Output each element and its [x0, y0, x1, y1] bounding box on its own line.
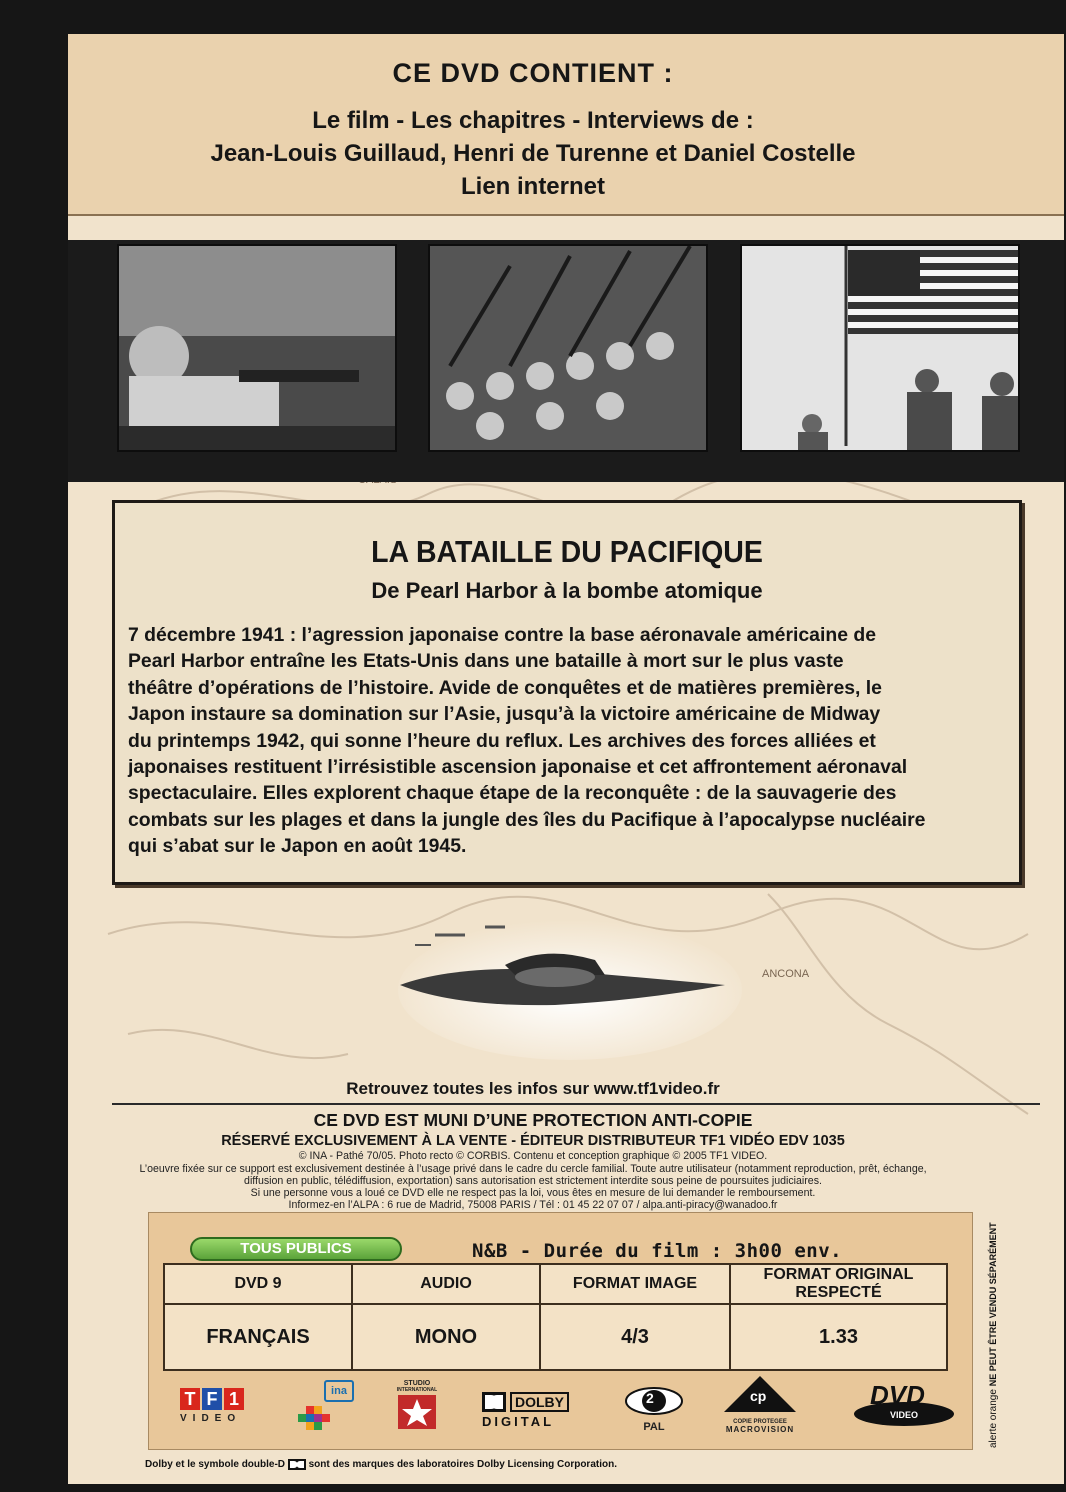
synopsis-line: du printemps 1942, qui sonne l’heure du reflux. Les archives des forces alliées et	[128, 729, 876, 752]
marching-soldiers-image	[430, 246, 706, 450]
spec-header: FORMAT IMAGE	[540, 1264, 730, 1304]
double-d-icon	[288, 1459, 306, 1470]
synopsis-line: combats sur les plages et dans la jungle des îles du Pacifique à l’apocalypse nucléaire	[128, 808, 926, 831]
synopsis-line: théâtre d’opérations de l’histoire. Avide de conquêtes et de matières premières, le	[128, 676, 882, 699]
dolby-digital-logo	[482, 1392, 588, 1434]
synopsis-line: Pearl Harbor entraîne les Etats-Unis dans une bataille à mort sur le plus vaste	[128, 650, 844, 673]
dvd-label: DVD	[870, 1380, 925, 1410]
spec-table	[163, 1263, 948, 1371]
film-title: LA BATAILLE DU PACIFIQUE	[371, 534, 763, 569]
digital-label: DIGITAL	[482, 1414, 555, 1429]
star-icon	[392, 1393, 442, 1431]
contents-title: CE DVD CONTIENT :	[392, 58, 674, 88]
tf1-video-logo	[180, 1388, 250, 1432]
footer-part2: sont des marques des laboratoires Dolby Licensing Corporation.	[308, 1459, 617, 1471]
copy-protection-logo	[720, 1374, 800, 1438]
tf1-letter: F	[202, 1388, 222, 1410]
synopsis-text	[128, 622, 1008, 860]
bomber-plane-image	[395, 905, 745, 1065]
footer-part1: Dolby et le symbole double-D	[145, 1459, 286, 1471]
vertical-notice-part1: alerte orange	[988, 1389, 999, 1448]
flag-raising-image	[742, 246, 1018, 450]
studio-international-logo	[392, 1380, 442, 1432]
duration-label: N&B - Durée du film : 3h00 env.	[472, 1240, 843, 1262]
vertical-notice-part2: NE PEUT ÊTRE VENDU SÉPARÉMENT	[988, 1222, 998, 1387]
spec-value: 1.33	[730, 1304, 947, 1370]
divider	[112, 1103, 1040, 1105]
rating-badge: TOUS PUBLICS	[190, 1237, 402, 1261]
spec-value: FRANÇAIS	[164, 1304, 352, 1370]
video-label: VIDEO	[890, 1410, 919, 1420]
dolby-trademark-note	[145, 1459, 617, 1470]
dolby-label: DOLBY	[510, 1392, 569, 1412]
tf1-video-label: VIDEO	[180, 1413, 242, 1424]
pal-label: PAL	[643, 1421, 665, 1433]
double-d-icon	[482, 1392, 506, 1412]
website-line: Retrouvez toutes les infos sur www.tf1video.fr	[346, 1079, 720, 1098]
ina-pixel-icon	[298, 1380, 358, 1432]
contents-line-2: Jean-Louis Guillaud, Henri de Turenne et Daniel Costelle	[210, 140, 856, 167]
still-photo-marching-soldiers	[428, 244, 708, 452]
legal-line: © INA - Pathé 70/05. Photo recto © CORBIS. Contenu et conception graphique © 2005 TF1 VIDEO.	[298, 1150, 768, 1162]
macrovision-label: MACROVISION	[725, 1425, 795, 1434]
vertical-notice	[988, 1222, 999, 1448]
legal-line: Informez-en l’ALPA : 6 rue de Madrid, 75008 PARIS / Tél : 01 45 22 07 07 / alpa.anti-piracy@wanadoo.fr	[288, 1199, 778, 1211]
synopsis-line: 7 décembre 1941 : l’agression japonaise contre la base aéronavale américaine de	[128, 624, 876, 646]
still-photo-flag-raising	[740, 244, 1020, 452]
soldier-firing-image	[119, 246, 395, 450]
legal-line: Si une personne vous a loué ce DVD elle ne respect pas la loi, vous êtes en mesure de lui demander le remboursement.	[250, 1187, 816, 1199]
synopsis-line: Japon instaure sa domination sur l’Asie, jusqu’à la victoire américaine de Midway	[128, 703, 881, 726]
dvd-video-logo	[852, 1380, 956, 1428]
legal-line: diffusion en public, télédiffusion, exportation) sans autorisation est strictement interdite sous peine de poursuites judiciaires.	[244, 1175, 822, 1187]
ina-label: ina	[324, 1380, 354, 1402]
region-number: 2	[646, 1390, 654, 1406]
synopsis-line: qui s’abat sur le Japon en août 1945.	[128, 835, 467, 858]
contents-line-1: Le film - Les chapitres - Interviews de :	[312, 107, 754, 134]
anti-copy-notice: CE DVD EST MUNI D’UNE PROTECTION ANTI-COPIE	[313, 1110, 753, 1130]
spec-value: MONO	[352, 1304, 540, 1370]
film-subtitle: De Pearl Harbor à la bombe atomique	[371, 578, 763, 603]
studio-sub-label: INTERNATIONAL	[396, 1387, 438, 1393]
spec-header: AUDIO	[352, 1264, 540, 1304]
tf1-letter: T	[180, 1388, 200, 1410]
cp-label: cp	[750, 1388, 767, 1404]
distributor-notice: RÉSERVÉ EXCLUSIVEMENT À LA VENTE - ÉDITEUR DISTRIBUTEUR TF1 VIDÉO EDV 1035	[221, 1133, 845, 1149]
contents-line-3: Lien internet	[460, 173, 605, 200]
synopsis-line: japonaises restituent l’irrésistible ascension japonaise et cet affrontement aéronaval	[128, 756, 908, 779]
synopsis-line: spectaculaire. Elles explorent chaque étape de la reconquête : de la sauvagerie des	[128, 782, 897, 805]
still-photo-soldier-firing	[117, 244, 397, 452]
legal-line: L’oeuvre fixée sur ce support est exclusivement destinée à l’usage privé dans le cadre du cercle familial. Toute autre utilisateur (notamment reproduction, prêt, échange,	[139, 1163, 927, 1175]
region-globe-icon	[624, 1386, 684, 1416]
ina-logo	[298, 1380, 358, 1432]
copie-protegee-label: COPIE PROTEGEE	[733, 1419, 787, 1425]
spec-header: FORMAT ORIGINAL RESPECTÉ	[730, 1264, 947, 1304]
spec-header: DVD 9	[164, 1264, 352, 1304]
studio-label: STUDIO	[403, 1380, 431, 1387]
spec-value: 4/3	[540, 1304, 730, 1370]
map-label-ancona: ANCONA	[762, 968, 810, 980]
tf1-letter: 1	[224, 1388, 244, 1410]
region-pal-logo	[624, 1386, 684, 1436]
